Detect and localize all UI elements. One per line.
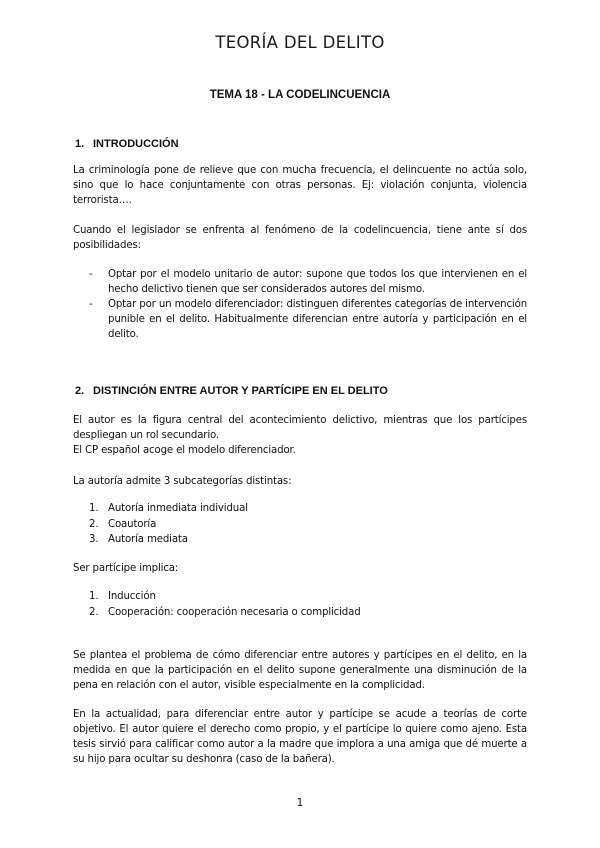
- document-title: TEMA 18 - LA CODELINCUENCIA: [209, 89, 391, 101]
- section-heading-introduccion: [75, 138, 179, 150]
- section-title: DISTINCIÓN ENTRE AUTOR Y PARTÍCIPE EN EL DELITO: [93, 385, 388, 397]
- paragraph: En la actualidad, para diferenciar entre autor y partícipe se acude a teorías de corte objetivo. El autor quiere el derecho como propio, y el partícipe lo quiere como ajeno. Esta tesis sirvió para calificar como autor a la madre que implora a una amiga que dé muerte a su hijo para ocultar su deshonra (caso de la bañera).: [73, 709, 527, 765]
- list-item-text: Inducción: [108, 591, 156, 602]
- paragraph: La criminología pone de relieve que con mucha frecuencia, el delincuente no actúa solo, sino que lo hace conjuntamente con otras personas. Ej: violación conjunta, violencia terrorista….: [73, 165, 527, 206]
- page-number: 1: [296, 797, 304, 809]
- list-item: 2. Cooperación: cooperación necesaria o complicidad: [89, 606, 361, 618]
- paragraph: Ser partícipe implica:: [73, 563, 179, 574]
- section-heading-distincion: [75, 385, 388, 397]
- section-title: INTRODUCCIÓN: [93, 138, 179, 150]
- dash-marker: -: [89, 299, 93, 310]
- paragraph: El autor es la figura central del acontecimiento delictivo, mientras que los partícipes despliegan un rol secundario.: [73, 415, 527, 441]
- list-item-text: Optar por un modelo diferenciador: distinguen diferentes categorías de intervención punible en el delito. Habitualmente diferencian entre autoría y participación en el delito.: [108, 299, 527, 340]
- paragraph: Cuando el legislador se enfrenta al fenómeno de la codelincuencia, tiene ante sí dos posibilidades:: [73, 225, 527, 251]
- list-item-text: Autoría mediata: [108, 534, 188, 545]
- list-item-text: Optar por el modelo unitario de autor: supone que todos los que intervienen en el hecho delictivo tienen que ser considerados autores del mismo.: [108, 269, 527, 295]
- page-header: TEORÍA DEL DELITO: [215, 33, 385, 52]
- list-item: 1. Autoría inmediata individual: [89, 503, 248, 514]
- list-item-text: Coautoría: [108, 518, 157, 530]
- list-item-text: Cooperación: cooperación necesaria o complicidad: [108, 606, 361, 618]
- options-list: [89, 267, 527, 342]
- list-item: 1. Inducción: [89, 591, 156, 602]
- autoria-list: [89, 501, 527, 548]
- section-number: 2.: [75, 385, 85, 397]
- list-item-text: Autoría inmediata individual: [108, 503, 248, 514]
- paragraph: Se plantea el problema de cómo diferenciar entre autores y partícipes en el delito, en la medida en que la participación en el delito supone generalmente una disminución de la pena en relación con el autor, visible especialmente en la complicidad.: [73, 650, 527, 691]
- paragraph: La autoría admite 3 subcategorías distintas:: [73, 476, 292, 487]
- list-item: 3. Autoría mediata: [89, 534, 188, 545]
- paragraph: El CP español acoge el modelo diferenciador.: [73, 445, 296, 456]
- list-item: [89, 267, 527, 297]
- section-number: 1.: [75, 138, 85, 150]
- participe-list: [89, 589, 527, 620]
- list-item: 2. Coautoría: [89, 518, 157, 530]
- dash-marker: -: [89, 269, 93, 280]
- list-item: [89, 297, 527, 342]
